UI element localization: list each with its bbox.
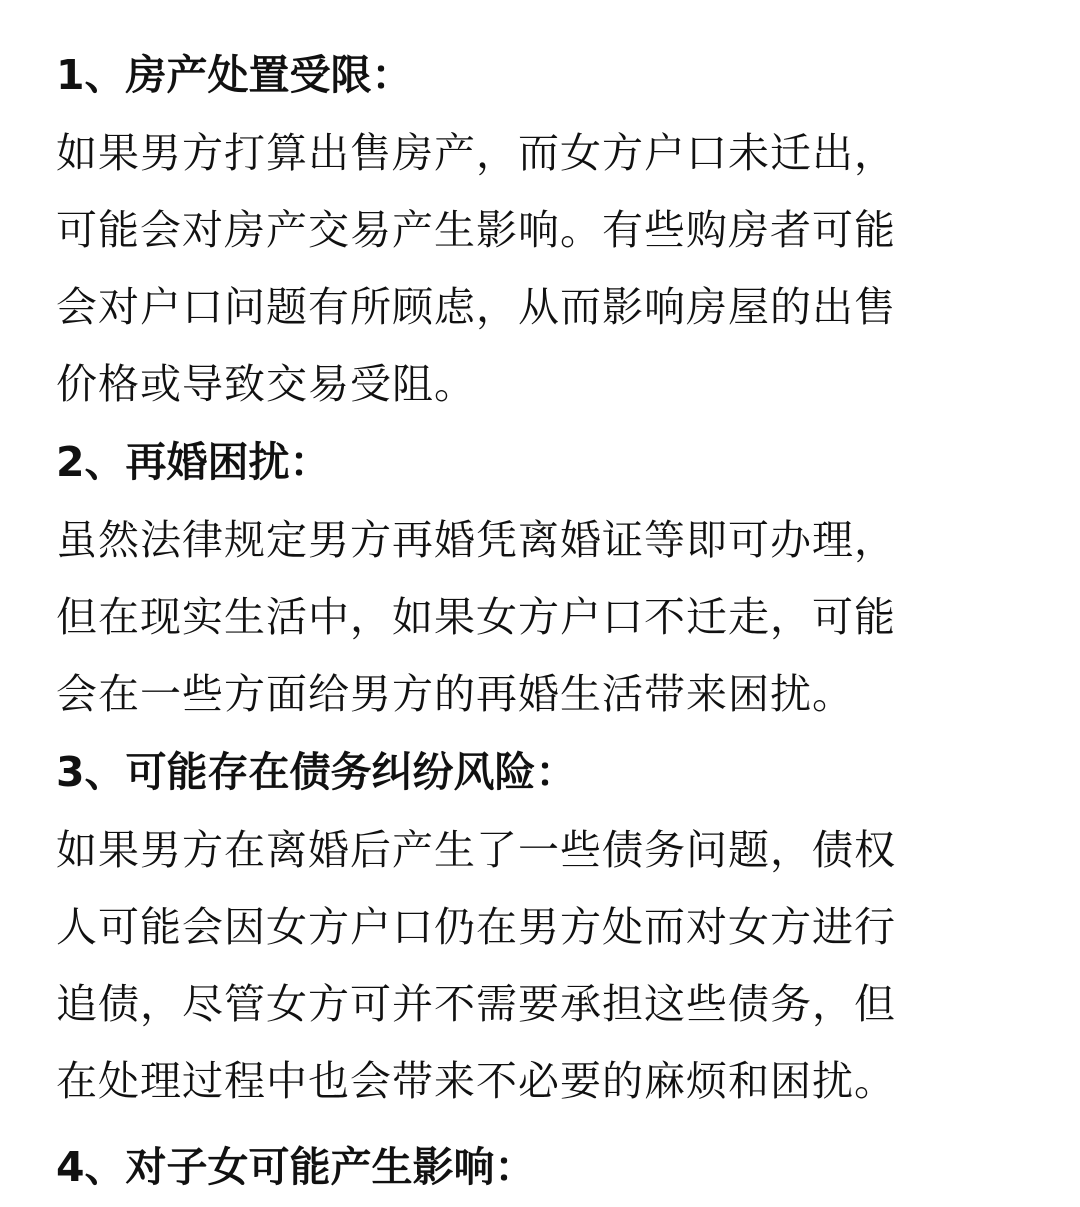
paragraph-line: 价格或导致交易受阻。 — [56, 360, 476, 408]
article-body — [56, 36, 1032, 1120]
section-heading: 2、再婚困扰： — [56, 438, 331, 486]
section-heading: 3、可能存在债务纠纷风险： — [56, 748, 577, 796]
paragraph-line: 可能会对房产交易产生影响。有些购房者可能 — [56, 206, 896, 254]
paragraph-line: 虽然法律规定男方再婚凭离婚证等即可办理， — [56, 516, 896, 564]
paragraph-line: 人可能会因女方户口仍在男方处而对女方进行 — [56, 903, 896, 951]
paragraph-line: 如果男方打算出售房产，而女方户口未迁出， — [56, 129, 896, 177]
paragraph-line: 会在一些方面给男方的再婚生活带来困扰。 — [56, 670, 854, 718]
paragraph-line: 但在现实生活中，如果女方户口不迁走，可能 — [56, 593, 896, 641]
section-3 — [56, 733, 1032, 1120]
section-1 — [56, 36, 1032, 423]
section-2 — [56, 423, 1032, 733]
paragraph-line: 在处理过程中也会带来不必要的麻烦和困扰。 — [56, 1057, 896, 1105]
section-heading: 1、房产处置受限： — [56, 51, 413, 99]
paragraph-line: 会对户口问题有所顾虑，从而影响房屋的出售 — [56, 283, 896, 331]
paragraph-line: 如果男方在离婚后产生了一些债务问题，债权 — [56, 826, 896, 874]
paragraph-line: 追债，尽管女方可并不需要承担这些债务，但 — [56, 980, 896, 1028]
cut-off-section-heading: 4、对子女可能产生影响： — [56, 1143, 536, 1191]
